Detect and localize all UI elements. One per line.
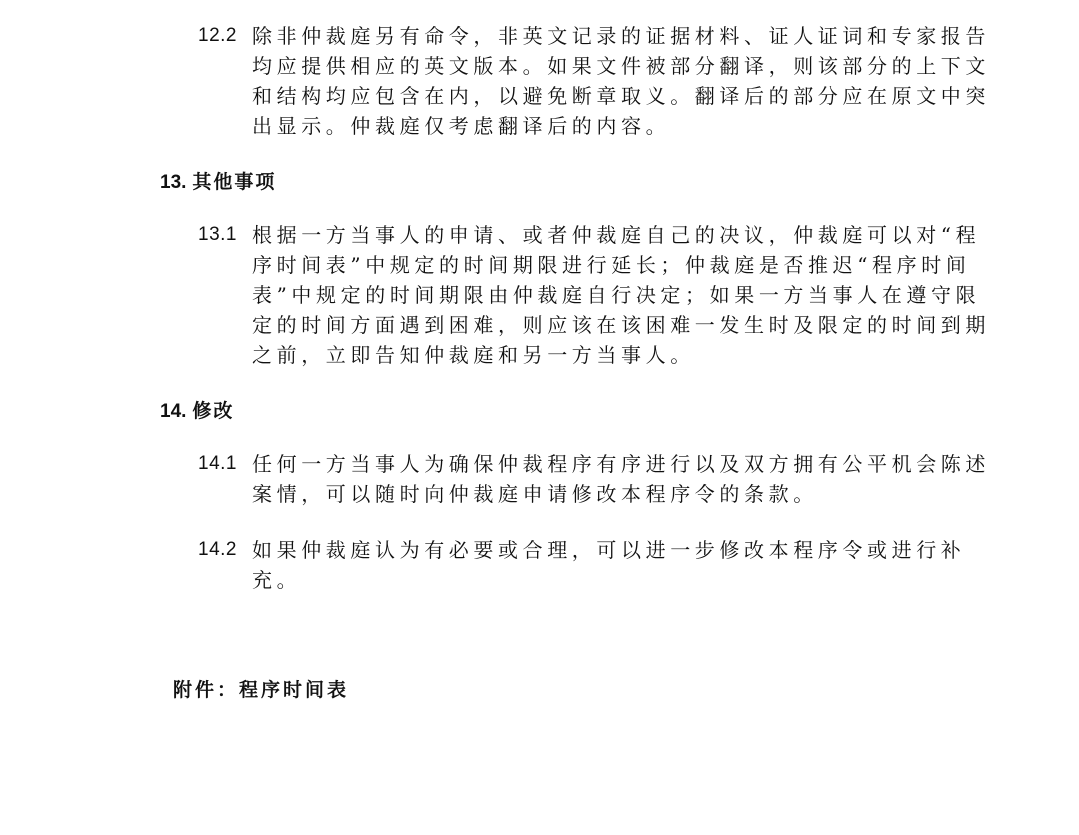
section-number: 14. bbox=[160, 401, 187, 422]
clause-number: 14.2 bbox=[198, 539, 237, 560]
clause-text-line: 均应提供相应的英文版本。如果文件被部分翻译，则该部分的上下文 bbox=[252, 54, 990, 78]
clause-text-line: 定的时间方面遇到困难，则应该在该困难一发生时及限定的时间到期 bbox=[252, 313, 990, 337]
clause-text-line: 任何一方当事人为确保仲裁程序有序进行以及双方拥有公平机会陈述 bbox=[252, 452, 990, 476]
section-title: 修改 bbox=[192, 400, 235, 422]
clause-text-line: 除非仲裁庭另有命令，非英文记录的证据材料、证人证词和专家报告 bbox=[252, 24, 990, 48]
clause-text-line: 充。 bbox=[252, 568, 302, 592]
section-heading-14 bbox=[160, 396, 234, 427]
section-title: 其他事项 bbox=[192, 171, 277, 193]
section-number: 13. bbox=[160, 172, 187, 193]
clause-text-line: 根据一方当事人的申请、或者仲裁庭自己的决议，仲裁庭可以对“程 bbox=[252, 223, 981, 247]
clause-number: 14.1 bbox=[198, 453, 237, 474]
clause-text-line: 之前，立即告知仲裁庭和另一方当事人。 bbox=[252, 343, 695, 367]
clause-text-line: 序时间表”中规定的时间期限进行延长；仲裁庭是否推迟“程序时间 bbox=[252, 253, 971, 277]
clause-text-line: 如果仲裁庭认为有必要或合理，可以进一步修改本程序令或进行补 bbox=[252, 538, 966, 562]
attachment-label: 附件：程序时间表 bbox=[173, 679, 350, 701]
clause-text-line: 案情，可以随时向仲裁庭申请修改本程序令的条款。 bbox=[252, 482, 818, 506]
clause-text-line: 出显示。仲裁庭仅考虑翻译后的内容。 bbox=[252, 114, 671, 138]
clause-text-line: 表”中规定的时间期限由仲裁庭自行决定；如果一方当事人在遵守限 bbox=[252, 283, 981, 307]
clause-text-line: 和结构均应包含在内，以避免断章取义。翻译后的部分应在原文中突 bbox=[252, 84, 990, 108]
clause-number: 12.2 bbox=[198, 25, 237, 46]
section-heading-13 bbox=[160, 167, 276, 198]
clause-number: 13.1 bbox=[198, 224, 237, 245]
